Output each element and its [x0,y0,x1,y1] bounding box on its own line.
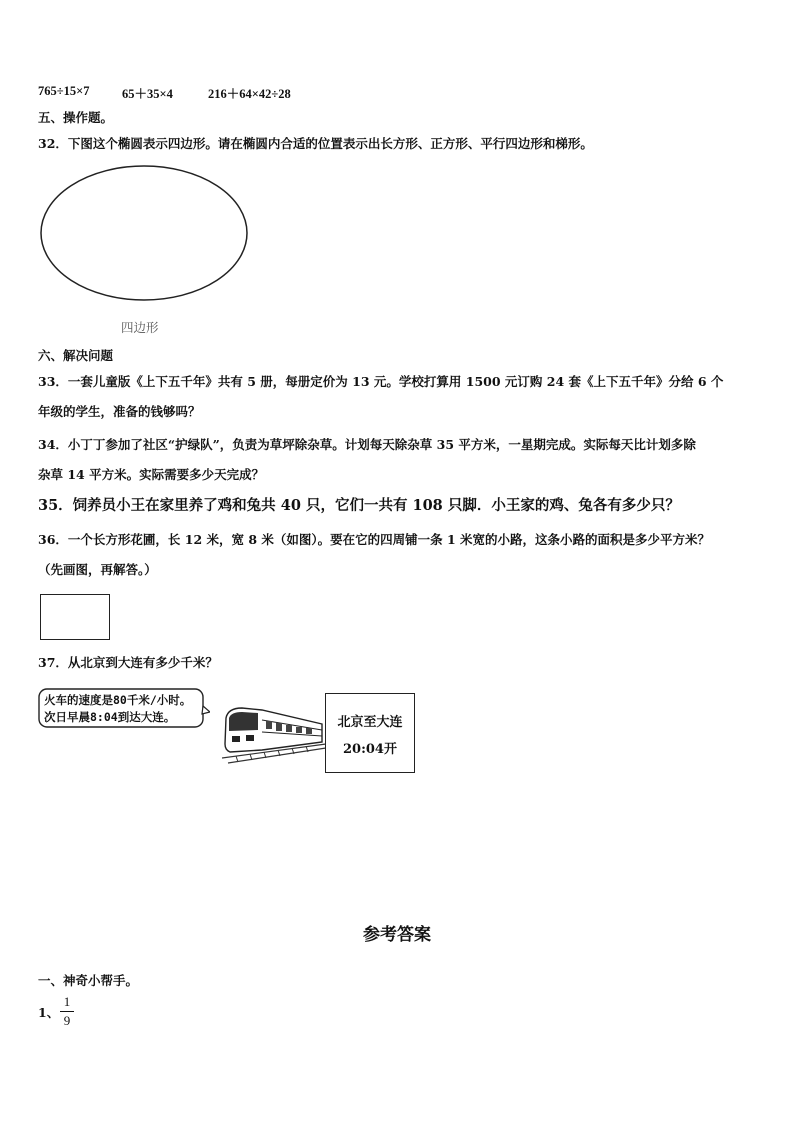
quadrilateral-ellipse [38,160,252,310]
ellipse-label: 四边形 [121,320,159,335]
fraction-denominator: 9 [63,1013,71,1028]
answer-1-fraction [60,994,74,1029]
fraction-numerator: 1 [63,994,71,1009]
sign-departure-time: 20:04开 [343,742,397,757]
question-36-line1: 36．一个长方形花圃，长 12 米，宽 8 米（如图）。要在它的四周铺一条 1 米宽的小路，这条小路的面积是多少平方米？ [38,532,711,547]
question-32-text: 32．下图这个椭圆表示四边形。请在椭圆内合适的位置表示出长方形、正方形、平行四边形和梯形。 [38,136,593,151]
answers-section-1: 一、神奇小帮手。 [38,973,139,988]
answers-title: 参考答案 [363,925,431,945]
expression-3: 216＋64×42÷28 [208,87,291,101]
question-36-line2: （先画图，再解答。） [38,562,157,577]
train-icon [222,700,326,766]
question-33-line2: 年级的学生，准备的钱够吗？ [38,404,201,419]
expression-2: 65＋35×4 [122,87,173,101]
bubble-line-2: 次日早晨8:04到达大连。 [44,710,176,724]
expression-1: 765÷15×7 [38,84,90,98]
station-sign [325,693,415,773]
question-34-line2: 杂草 14 平方米。实际需要多少天完成？ [38,467,265,482]
question-34-line1: 34．小丁丁参加了社区“护绿队”，负责为草坪除杂草。计划每天除杂草 35 平方米，一星期完成。实际每天比计划多除 [38,437,696,452]
answer-1-label: 1、 [38,1005,60,1020]
garden-rectangle [40,594,110,640]
fraction-bar [60,1011,74,1012]
section-5-title: 五、操作题。 [38,110,114,125]
sign-route: 北京至大连 [337,715,403,730]
bubble-line-1: 火车的速度是80千米/小时。 [44,693,192,707]
section-6-title: 六、解决问题 [38,348,114,363]
question-37-text: 37．从北京到大连有多少千米？ [38,655,218,670]
question-35-text: 35．饲养员小王在家里养了鸡和兔共 40 只，它们一共有 108 只脚．小王家的鸡、兔各有多少只？ [38,497,680,514]
question-33-line1: 33．一套儿童版《上下五千年》共有 5 册，每册定价为 13 元。学校打算用 1500 元订购 24 套《上下五千年》分给 6 个 [38,374,724,389]
